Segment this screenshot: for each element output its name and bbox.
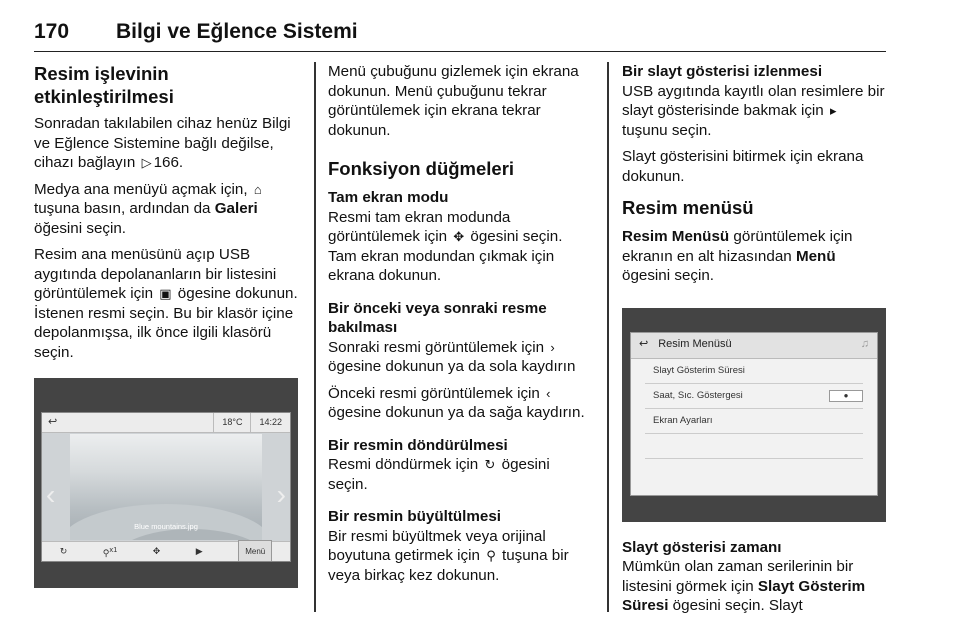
temperature: 18°C	[213, 413, 250, 433]
menu-item: Slayt Gösterim Süresi	[645, 359, 863, 384]
subheading-fullscreen: Tam ekran modu	[328, 189, 449, 206]
menu-item-empty	[645, 434, 863, 459]
subheading-slideshow-time: Slayt gösterisi zamanı	[622, 538, 782, 556]
subheading-prev-next: Bir önceki veya sonraki resme bakılması	[328, 299, 547, 336]
subheading-slideshow: Bir slayt gösterisi izlenmesi	[622, 63, 823, 80]
back-icon: ↩	[639, 338, 649, 351]
fullscreen-icon: ✥	[152, 545, 161, 556]
back-icon: ↩	[48, 415, 58, 428]
rotate-icon: ↻	[484, 457, 496, 472]
paragraph: Sonraki resmi görüntülemek için › ögesine dokunun ya da sola kaydırın	[328, 338, 576, 375]
section-heading-picture-menu: Resim menüsü	[622, 197, 754, 218]
picture-viewer-screenshot	[34, 378, 298, 588]
page-header	[34, 8, 886, 52]
chapter-title: Bilgi ve Eğlence Sistemi	[116, 20, 358, 43]
next-arrow-icon: ›	[550, 339, 555, 355]
paragraph: Bir resmi büyültmek veya orijinal boyutuna getirmek için ⚲ tuşuna bir veya birkaç kez dokunun.	[328, 527, 569, 584]
paragraph: Resmi tam ekran modunda görüntülemek için ✥ ögesini seçin. Tam ekran modundan çıkmak için ekrana dokunun.	[328, 208, 563, 284]
paragraph: Menü çubuğunu gizlemek için ekrana dokunun. Menü çubuğunu tekrar görüntülemek için ekrana tekrar dokunun.	[328, 63, 579, 139]
page-ref-arrow-icon: ▷	[141, 155, 152, 170]
fullscreen-icon: ✥	[453, 229, 465, 244]
paragraph: Mümkün olan zaman serilerinin bir listesini görmek için Slayt Gösterim Süresi ögesini seçin. Slayt	[622, 558, 866, 614]
clock: 14:22	[250, 413, 290, 433]
column-divider	[607, 62, 609, 612]
paragraph: Medya ana menüyü açmak için, ⌂ tuşuna basın, ardından da Galeri öğesini seçin.	[34, 180, 262, 237]
home-icon: ⌂	[253, 181, 262, 197]
paragraph: Resim ana menüsünü açıp USB aygıtında depolananların bir listesini görüntülemek için ▣ ögesine dokunun. İstenen resmi seçin. Bu bir klasör içine depolanmışsa, ilk önce ilgili klasörü seçin.	[34, 246, 298, 361]
menu-title: Resim Menüsü	[658, 338, 732, 351]
slideshow-play-icon: ▶	[195, 545, 203, 556]
paragraph: Önceki resmi görüntülemek için ‹ ögesine dokunun ya da sağa kaydırın.	[328, 384, 585, 421]
column-3	[622, 62, 887, 623]
gallery-icon: ▣	[159, 286, 172, 301]
next-arrow-icon: ›	[276, 479, 286, 510]
section-heading-activation: Resim işlevinin etkinleştirilmesi	[34, 63, 174, 107]
previous-arrow-icon: ‹	[546, 385, 551, 401]
subheading-zoom: Bir resmin büyültülmesi	[328, 508, 502, 525]
column-2	[328, 62, 593, 592]
rotate-icon: ↻	[59, 545, 68, 556]
zoom-icon: ⚲	[486, 548, 496, 563]
toggle-icon: ●	[829, 390, 863, 402]
picture-caption: Blue mountains.jpg	[134, 521, 198, 531]
picture-menu-screenshot	[622, 308, 886, 522]
menu-title-bar	[631, 333, 877, 359]
previous-arrow-icon: ‹	[46, 479, 56, 510]
column-divider	[314, 62, 316, 612]
column-1	[34, 62, 299, 588]
paragraph: Slayt gösterisini bitirmek için ekrana dokunun.	[622, 148, 864, 185]
zoom-icon: ⚲$^{x1}$	[102, 544, 118, 558]
paragraph: USB aygıtında kayıtlı olan resimlere bir slayt gösterisinde bakmak için ▸ tuşunu seçin.	[622, 82, 885, 139]
paragraph: Resmi döndürmek için ↻ ögesini seçin.	[328, 456, 550, 493]
paragraph: Resim Menüsü görüntülemek için ekranın en alt hizasından Menü ögesini seçin.	[622, 228, 853, 284]
subheading-rotate: Bir resmin döndürülmesi	[328, 436, 508, 454]
menu-item: Ekran Ayarları	[645, 409, 863, 434]
slideshow-icon: ▸	[829, 103, 837, 118]
paragraph: Sonradan takılabilen cihaz henüz Bilgi ve Eğlence Sistemine bağlı değilse, cihazı bağlayın ▷ 166.	[34, 115, 291, 171]
page-number: 170	[34, 20, 70, 43]
picture	[70, 434, 262, 540]
menu-button: Menü	[238, 540, 272, 562]
section-heading-function-buttons: Fonksiyon düğmeleri	[328, 158, 515, 179]
music-icon: ♫	[860, 338, 869, 351]
menu-item: Saat, Sıc. Göstergesi ●	[645, 384, 863, 409]
